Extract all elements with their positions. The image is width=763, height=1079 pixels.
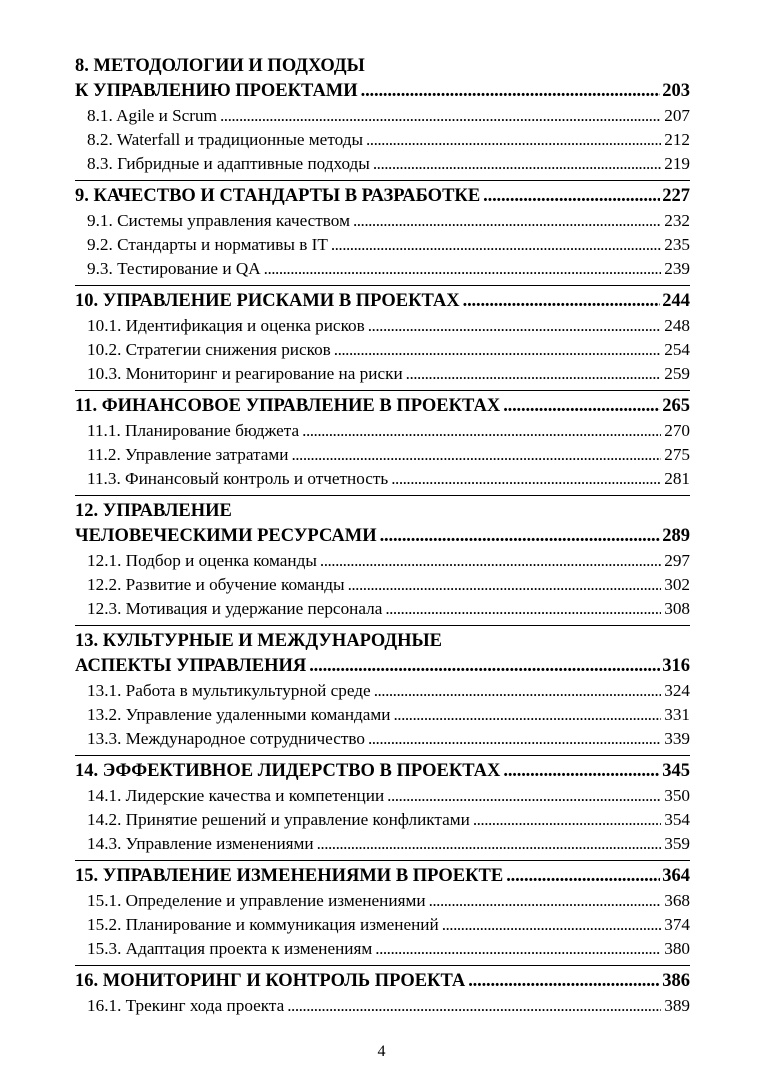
section-page: 275 [664,445,690,464]
section-entry[interactable] [75,104,690,128]
dot-leader [317,832,662,856]
toc-chapter [75,289,690,391]
chapter-entry[interactable] [75,864,690,889]
section-entry[interactable] [75,784,690,808]
dot-leader [483,184,660,209]
section-title: 14.3. Управление изменениями [87,834,314,853]
dot-leader [320,549,661,573]
section-entry[interactable] [75,913,690,937]
toc-chapter [75,629,690,756]
dot-leader [309,654,660,679]
chapter-entry[interactable] [75,969,690,994]
chapter-title: 11. ФИНАНСОВОЕ УПРАВЛЕНИЕ В ПРОЕКТАХ [75,396,501,416]
section-page: 297 [664,551,690,570]
section-entry[interactable] [75,443,690,467]
section-page: 302 [664,575,690,594]
page-number: 4 [377,1043,386,1060]
dot-leader [391,467,661,491]
section-title: 10.3. Мониторинг и реагирование на риски [87,364,403,383]
dot-leader [429,889,662,913]
dot-leader [366,128,661,152]
section-page: 308 [664,599,690,618]
dot-leader [348,573,662,597]
dot-leader [368,314,661,338]
section-title: 15.2. Планирование и коммуникация изменений [87,915,439,934]
chapter-title: 10. УПРАВЛЕНИЕ РИСКАМИ В ПРОЕКТАХ [75,291,460,311]
chapter-page: 364 [662,866,690,886]
section-entry[interactable] [75,549,690,573]
section-entry[interactable] [75,808,690,832]
chapter-title: АСПЕКТЫ УПРАВЛЕНИЯ [75,656,307,676]
section-entry[interactable] [75,338,690,362]
section-title: 13.1. Работа в мультикультурной среде [87,681,371,700]
dot-leader [302,419,661,443]
dot-leader [287,994,661,1018]
chapter-entry[interactable] [75,524,690,549]
section-entry[interactable] [75,419,690,443]
section-page: 254 [664,340,690,359]
section-page: 207 [664,106,690,125]
section-title: 14.1. Лидерские качества и компетенции [87,786,385,805]
chapter-entry[interactable] [75,184,690,209]
dot-leader [406,362,662,386]
chapter-title-first-line: 13. КУЛЬТУРНЫЕ И МЕЖДУНАРОДНЫЕ [75,631,442,651]
section-page: 219 [664,154,690,173]
chapter-entry[interactable] [75,289,690,314]
section-entry[interactable] [75,128,690,152]
dot-leader [463,289,661,314]
section-page: 339 [664,729,690,748]
toc-chapter [75,759,690,861]
dot-leader [503,394,660,419]
chapter-page: 203 [662,81,690,101]
chapter-title-first-line: 8. МЕТОДОЛОГИИ И ПОДХОДЫ [75,56,365,76]
section-page: 374 [664,915,690,934]
section-page: 239 [664,259,690,278]
dot-leader [380,524,661,549]
section-title: 9.1. Системы управления качеством [87,211,350,230]
section-title: 14.2. Принятие решений и управление конфликтами [87,810,470,829]
section-page: 259 [664,364,690,383]
chapter-page: 316 [662,656,690,676]
dot-leader [385,597,661,621]
section-entry[interactable] [75,994,690,1018]
chapter-entry[interactable] [75,79,690,104]
dot-leader [473,808,661,832]
dot-leader [375,937,661,961]
section-entry[interactable] [75,597,690,621]
section-entry[interactable] [75,362,690,386]
section-entry[interactable] [75,937,690,961]
section-title: 10.1. Идентификация и оценка рисков [87,316,365,335]
section-title: 15.3. Адаптация проекта к изменениям [87,939,373,958]
toc-chapter [75,969,690,1022]
chapter-title: К УПРАВЛЕНИЮ ПРОЕКТАМИ [75,81,358,101]
dot-leader [394,703,662,727]
chapter-entry[interactable] [75,654,690,679]
chapter-title: 16. МОНИТОРИНГ И КОНТРОЛЬ ПРОЕКТА [75,971,466,991]
chapter-page: 244 [662,291,690,311]
chapter-entry[interactable] [75,759,690,784]
section-page: 248 [664,316,690,335]
dot-leader [468,969,660,994]
chapter-page: 289 [662,526,690,546]
dot-leader [353,209,661,233]
dot-leader [503,759,660,784]
section-entry[interactable] [75,727,690,751]
toc-chapter [75,394,690,496]
chapter-page: 227 [662,186,690,206]
section-entry[interactable] [75,257,690,281]
dot-leader [374,679,662,703]
section-entry[interactable] [75,703,690,727]
dot-leader [373,152,661,176]
section-page: 212 [664,130,690,149]
section-title: 9.2. Стандарты и нормативы в IT [87,235,328,254]
table-of-contents [75,54,690,1025]
section-entry[interactable] [75,679,690,703]
section-entry[interactable] [75,832,690,856]
dot-leader [506,864,660,889]
section-title: 8.2. Waterfall и традиционные методы [87,130,363,149]
section-entry[interactable] [75,467,690,491]
section-title: 11.3. Финансовый контроль и отчетность [87,469,389,488]
chapter-page: 265 [662,396,690,416]
section-page: 354 [664,810,690,829]
section-title: 15.1. Определение и управление изменениями [87,891,426,910]
chapter-page: 386 [662,971,690,991]
section-title: 10.2. Стратегии снижения рисков [87,340,331,359]
section-page: 235 [664,235,690,254]
section-page: 359 [664,834,690,853]
section-title: 12.1. Подбор и оценка команды [87,551,317,570]
chapter-page: 345 [662,761,690,781]
section-entry[interactable] [75,573,690,597]
dot-leader [331,233,661,257]
section-title: 11.1. Планирование бюджета [87,421,300,440]
section-page: 350 [664,786,690,805]
section-entry[interactable] [75,233,690,257]
dot-leader [368,727,661,751]
dot-leader [220,104,661,128]
toc-chapter [75,184,690,286]
section-page: 368 [664,891,690,910]
chapter-entry[interactable] [75,394,690,419]
toc-chapter [75,499,690,626]
dot-leader [334,338,661,362]
dot-leader [442,913,662,937]
section-page: 331 [664,705,690,724]
chapter-title: ЧЕЛОВЕЧЕСКИМИ РЕСУРСАМИ [75,526,377,546]
chapter-title: 15. УПРАВЛЕНИЕ ИЗМЕНЕНИЯМИ В ПРОЕКТЕ [75,866,504,886]
section-page: 232 [664,211,690,230]
section-title: 13.2. Управление удаленными командами [87,705,391,724]
section-title: 12.3. Мотивация и удержание персонала [87,599,383,618]
section-entry[interactable] [75,314,690,338]
section-page: 389 [664,996,690,1015]
chapter-title: 14. ЭФФЕКТИВНОЕ ЛИДЕРСТВО В ПРОЕКТАХ [75,761,501,781]
section-title: 8.3. Гибридные и адаптивные подходы [87,154,370,173]
chapter-title-first-line: 12. УПРАВЛЕНИЕ [75,501,232,521]
section-entry[interactable] [75,889,690,913]
dot-leader [264,257,662,281]
section-title: 16.1. Трекинг хода проекта [87,996,285,1015]
section-title: 12.2. Развитие и обучение команды [87,575,345,594]
toc-chapter [75,864,690,966]
section-page: 281 [664,469,690,488]
section-entry[interactable] [75,152,690,176]
section-title: 8.1. Agile и Scrum [87,106,217,125]
dot-leader [361,79,661,104]
section-page: 380 [664,939,690,958]
chapter-title: 9. КАЧЕСТВО И СТАНДАРТЫ В РАЗРАБОТКЕ [75,186,481,206]
dot-leader [291,443,661,467]
dot-leader [387,784,661,808]
section-title: 11.2. Управление затратами [87,445,289,464]
section-entry[interactable] [75,209,690,233]
section-title: 13.3. Международное сотрудничество [87,729,365,748]
section-page: 324 [664,681,690,700]
section-title: 9.3. Тестирование и QA [87,259,261,278]
section-page: 270 [664,421,690,440]
toc-chapter [75,54,690,181]
